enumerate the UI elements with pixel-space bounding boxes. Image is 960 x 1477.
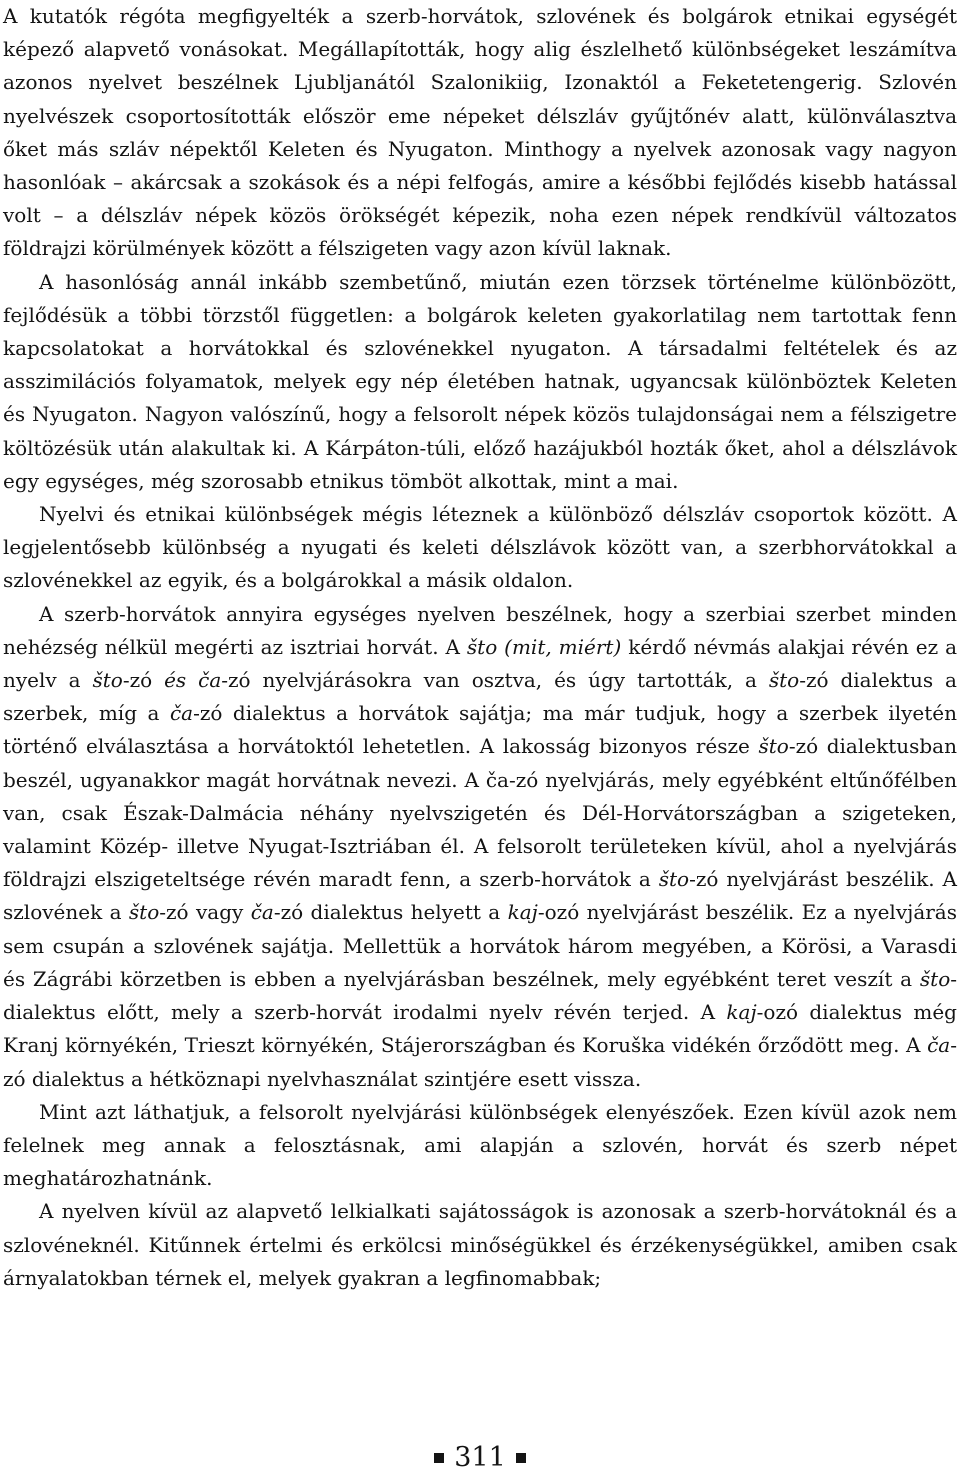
text-run: A nyelven kívül az alapvető lelkialkati sajátosságok is azonosak a szerb-horvátoknál és a szlovéneknél. Kitűnnek értelmi és erkölcsi minőségükkel és érzékenységükkel, amiben csak árnyalatokban térnek el, melyek gyakran a legfinomabbak; [3,1199,957,1290]
text-run: -ozó dialektus még Kranj környékén, Trieszt környékén, Stájerországban és Koruška vidékén őrződött meg. A [3,1000,957,1058]
italic-term: što [128,900,160,925]
text-run: kérdő névmás alakjai révén ez a nyelv a [3,634,957,693]
italic-term: ča [169,701,194,726]
italic-term: ča [250,900,274,925]
text-run: -zó nyelvjárásokra van osztva, és úgy tartották, a [221,668,769,693]
text-run: A szerb-horvátok annyira egységes nyelven beszélnek, hogy a szerbiai szerbet minden nehézség nélkül megérti az isztriai horvát. A [3,601,957,659]
text-run: -zó dialektus a horvátok sajátja; ma már tudjuk, hogy a szerbek ilyetén történő elválasztása a horvátoktól lehetetlen. A lakosság bizonyos része [3,701,957,759]
text-run: -zó vagy [159,900,251,925]
page-footer [0,1441,960,1475]
text-run: -zó [122,668,165,693]
italic-term: ča [927,1033,951,1058]
italic-term: što [758,734,789,759]
text-run: Nyelvi és etnikai különbségek mégis léteznek a különböző délszláv csoportok között. A legjelentősebb különbség a nyugati és keleti délszlávok között van, a szerbhorvátokkal a szlovénekkel az egyik, és a bolgárokkal a másik oldalon. [3,502,957,593]
italic-term: kaj [507,900,538,925]
text-run: -zó dialektus a szerbek, míg a [3,668,957,726]
paragraph [3,598,957,1096]
text-run: -zó dialektus a hétköznapi nyelvhasználat szintjére esett vissza. [3,1033,957,1091]
text-run: Mint azt láthatjuk, a felsorolt nyelvjárási különbségek elenyészőek. Ezen kívül azok nem felelnek meg annak a felosztásnak, ami alapján a szlovén, horvát és szerb népet meghatározhatnánk. [3,1099,957,1191]
paragraph [3,498,957,598]
text-run: -dialektus előtt, mely a szerb-horvát irodalmi nyelv révén terjed. A [3,966,957,1025]
italic-term: što [768,668,800,693]
paragraph [3,1096,957,1196]
text-run: -ozó nyelvjárást beszélik. Ez a nyelvjárás sem csupán a szlovének sajátja. Mellettük a horvátok három megyében, a Körösi, a Varasdi és Zágrábi körzetben is ebben a nyelvjárásban beszélnek, mely egyébként teret veszít a [3,900,957,991]
italic-term: kaj [726,1000,757,1025]
text-run: A hasonlóság annál inkább szembetűnő, miután ezen törzsek történelme különbözött, fejlődésük a többi törzstől független: a bolgárok keleten gyakorlatilag nem tartottak fenn kapcsolatokat a horvátokkal és szlovénekkel nyugaton. A társadalmi feltételek és az asszimilációs folyamatok, melyek egy nép életében hatnak, ugyancsak különböztek Keleten és Nyugaton. Nagyon valószínű, hogy a felsorolt népek közös tulajdonságai nem a félszigetre költözésük után alakultak ki. A Kárpáton-túli, előző hazájukból hozták őket, ahol a délszlávok egy egységes, még szorosabb etnikus tömböt alkottak, mint a mai. [3,269,957,493]
italic-term: és ča [164,668,222,693]
page-number: 311 [454,1442,506,1473]
italic-term: što [92,668,123,693]
text-run: -zó dialektusban beszél, ugyanakkor magát horvátnak nevezi. A ča-zó nyelvjárás, mely egyébként eltűnőfélben van, csak Észak-Dalmácia néhány nyelvszigetén és Dél-Horvátországban a szigeteken, valamint Közép- illetve Nyugat-Isztriában él. A felsorolt területeken kívül, ahol a nyelvjárás földrajzi elszigeteltsége révén maradt fenn, a szerb-horvátok a [3,734,957,892]
text-run: -zó nyelvjárást beszélik. A szlovének a [3,867,957,925]
text-run: -zó dialektus helyett a [273,900,508,925]
italic-term: što [919,966,951,991]
italic-term: što (mit, miért) [466,634,622,659]
paragraph [3,1195,957,1295]
square-bullet-icon [434,1453,444,1463]
text-run: A kutatók régóta megfigyelték a szerb-horvátok, szlovének és bolgárok etnikai egységét képező alapvető vonásokat. Megállapították, hogy alig észlelhető különbségeket leszámítva azonos nyelvet beszélnek Ljubljanától Szalonikiig, Izonaktól a Feketetengerig. Szlovén nyelvészek csoportosították először eme népeket délszláv gyűjtőnév alatt, különválasztva őket más szláv népektől Keleten és Nyugaton. Minthogy a nyelvek azonosak vagy nagyon hasonlóak – akárcsak a szokások és a népi felfogás, amire a későbbi fejlődés kisebb hatással volt – a délszláv népek közös örökségét képezik, noha ezen népek rendkívül változatos földrajzi körülmények között a félszigeten vagy azon kívül laknak. [3,4,957,261]
italic-term: što [658,867,690,892]
paragraph [3,266,957,498]
square-bullet-icon [516,1453,526,1463]
paragraph [3,0,957,266]
